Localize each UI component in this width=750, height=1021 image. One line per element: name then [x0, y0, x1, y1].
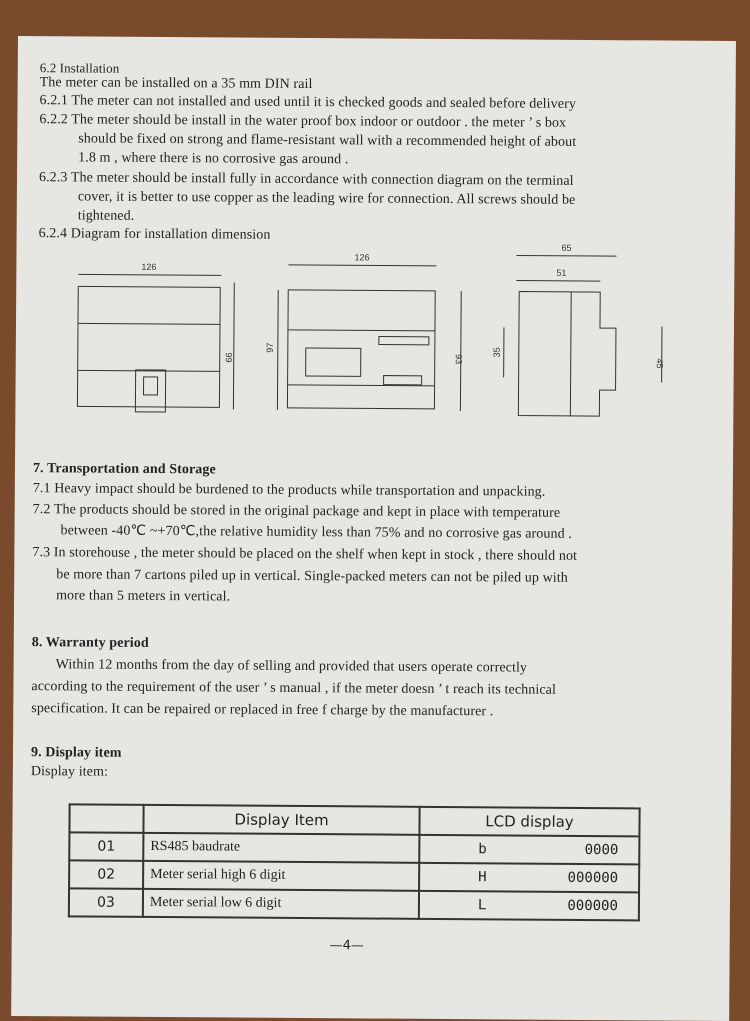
- paragraph: 6.2.2 The meter should be install in the water proof box indoor or outdoor . the meter ’ s box: [39, 111, 566, 132]
- paragraph: between -40℃ ~+70℃,the relative humidity less than 75% and no corrosive gas around .: [60, 522, 571, 543]
- paragraph: tightened.: [78, 207, 135, 224]
- table-row: [69, 888, 639, 920]
- paragraph: 7.2 The products should be stored in the original package and kept in place with temperature: [33, 501, 561, 522]
- paragraph: The meter can be installed on a 35 mm DIN rail: [40, 74, 313, 93]
- row-number: 02: [69, 860, 143, 889]
- dimension-label: 93: [454, 354, 464, 364]
- dimension-label: 65: [561, 243, 571, 253]
- table-row: [69, 860, 639, 892]
- lcd-value: 000000: [560, 898, 618, 914]
- header-cell: Display Item: [143, 805, 419, 835]
- document-page: [11, 36, 736, 1021]
- lcd-display: [419, 835, 639, 865]
- dimension-label: 126: [141, 262, 156, 272]
- paragraph: Display item:: [31, 763, 108, 781]
- table-header-row: [69, 804, 639, 836]
- paragraph: specification. It can be repaired or replaced in free f charge by the manufacturer .: [31, 700, 493, 720]
- paragraph: 6.2.3 The meter should be install fully in accordance with connection diagram on the terminal: [39, 169, 574, 190]
- middle-view: [264, 252, 464, 411]
- section-heading: 9. Display item: [31, 744, 122, 762]
- dimension-label: 99: [224, 352, 234, 362]
- lcd-value: 000000: [560, 870, 618, 886]
- page-number: —4—: [330, 938, 364, 953]
- paragraph: 1.8 m , where there is no corrosive gas around .: [78, 149, 348, 168]
- paragraph: cover, it is better to use copper as the leading wire for connection. All screws should be: [78, 188, 576, 208]
- paragraph: Within 12 months from the day of selling and provided that users operate correctly: [56, 656, 528, 676]
- paragraph: be more than 7 cartons piled up in vertical. Single-packed meters can not be piled up with: [56, 566, 568, 587]
- display-item-table: [68, 803, 641, 921]
- paragraph: 7.1 Heavy impact should be burdened to the products while transportation and unpacking.: [33, 480, 546, 501]
- paragraph: more than 5 meters in vertical.: [56, 587, 230, 605]
- dimension-label: 45: [655, 358, 665, 368]
- paragraph: 7.3 In storehouse , the meter should be placed on the shelf when kept in stock , there should not: [32, 544, 577, 565]
- dimension-label: 35: [492, 347, 502, 357]
- side-view: [491, 242, 665, 416]
- display-item: Meter serial high 6 digit: [143, 861, 419, 891]
- paragraph: 6.2.1 The meter can not installed and used until it is checked goods and sealed before delivery: [39, 92, 576, 113]
- display-item: RS485 baudrate: [143, 833, 419, 863]
- lcd-display: [419, 891, 639, 921]
- display-item: Meter serial low 6 digit: [143, 889, 419, 919]
- lcd-char: L: [426, 897, 528, 914]
- lcd-char: b: [426, 841, 528, 858]
- paragraph: should be fixed on strong and flame-resistant wall with a recommended height of about: [78, 130, 576, 150]
- row-number: 03: [69, 888, 143, 917]
- section-heading: 8. Warranty period: [32, 634, 149, 652]
- row-number: 01: [69, 832, 143, 861]
- header-cell: LCD display: [419, 807, 639, 837]
- dimension-label: 126: [354, 252, 369, 262]
- paragraph: 6.2.4 Diagram for installation dimension: [39, 225, 271, 244]
- front-view: [77, 261, 234, 412]
- lcd-display: [419, 863, 639, 893]
- paragraph: according to the requirement of the user ’ s manual , if the meter doesn ’ t reach its technical: [31, 678, 556, 699]
- table-row: [69, 832, 639, 864]
- lcd-char: H: [426, 869, 528, 886]
- section-heading: 7. Transportation and Storage: [33, 460, 216, 478]
- header-cell: [69, 804, 143, 833]
- section-heading: 6.2 Installation: [40, 59, 120, 77]
- lcd-value: 0000: [560, 842, 618, 858]
- installation-dimension-diagram: [15, 236, 734, 441]
- dimension-label: 97: [265, 343, 275, 353]
- dimension-label: 51: [556, 268, 566, 278]
